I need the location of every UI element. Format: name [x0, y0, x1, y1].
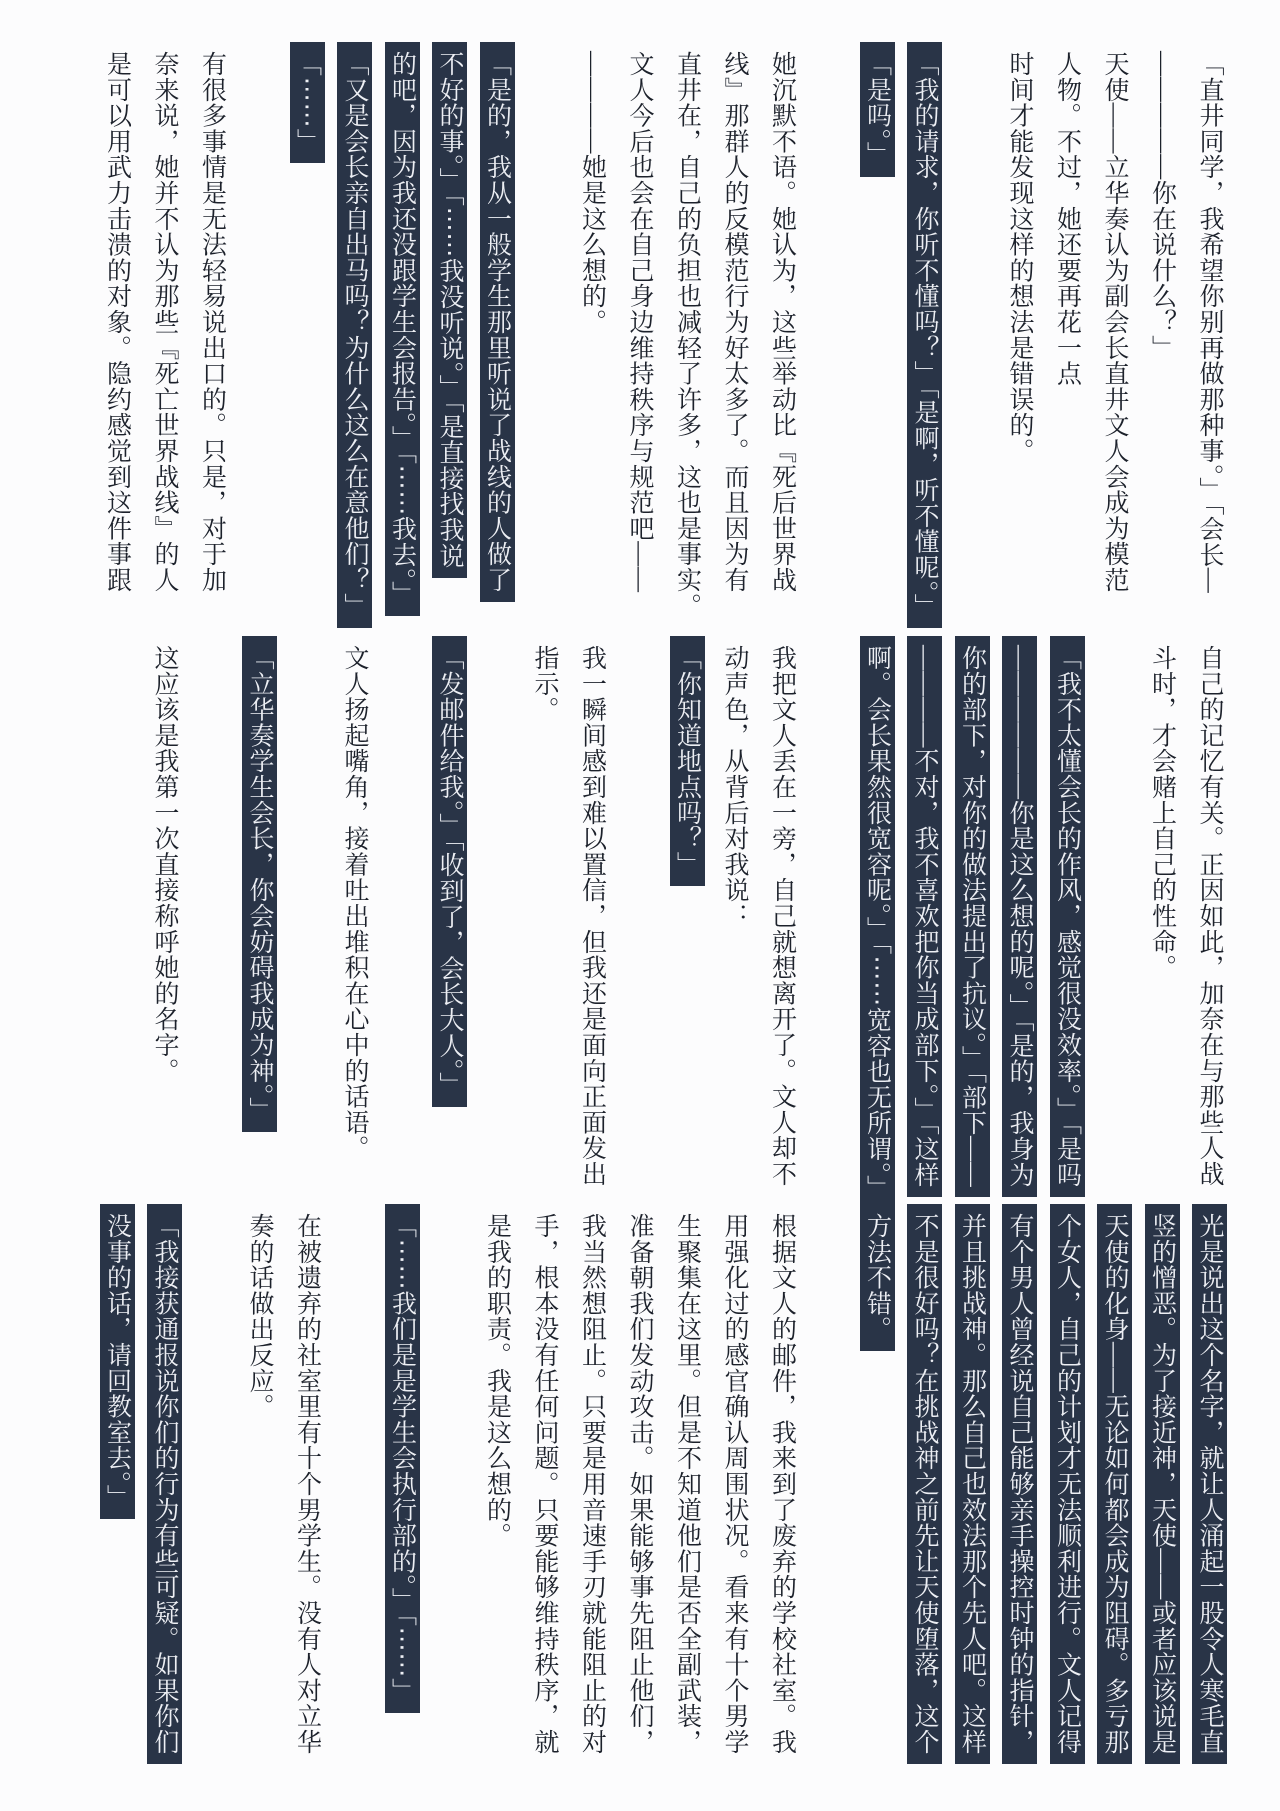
- highlighted-text-column: [473, 42, 521, 628]
- text-column: [521, 636, 569, 1210]
- column-text: 「立华奏学生会长，你会妨碍我成为神。」: [242, 636, 277, 1132]
- column-text: ————不对，我不喜欢把你当成部下。」「这样: [907, 636, 942, 1197]
- column-text: 斗时，才会赌上自己的性命。: [1148, 645, 1176, 981]
- column-text: 「又是会长亲自出马吗？为什么这么在意他们？」: [337, 42, 372, 628]
- column-text: 的吧，因为我还没跟学生会报告。」「⋯⋯我去。」: [385, 42, 420, 616]
- text-column: [141, 636, 189, 1210]
- text-column: [758, 636, 806, 1210]
- column-text: 没事的话，请回教室去。」: [100, 1204, 135, 1519]
- column-text: 时间才能发现这样的想法是错误的。: [1006, 51, 1033, 464]
- column-text: 「我接获通报说你们的行为有些可疑。如果你们: [147, 1204, 182, 1764]
- text-band-top: [93, 42, 1233, 628]
- column-text: 竖的憎恶。为了接近神，天使——或者应该说是: [1145, 1204, 1180, 1764]
- text-band-bottom: [93, 1204, 1233, 1764]
- column-text: 准备朝我们发动攻击。如果能够事先阻止他们，: [626, 1213, 653, 1755]
- blank-column: [806, 42, 854, 628]
- column-text: 我一瞬间感到难以置信，但我还是面向正面发出: [578, 645, 606, 1187]
- blank-column: [331, 1204, 379, 1764]
- column-text: 有个男人曾经说自己能够亲手操控时钟的指针，: [1002, 1204, 1037, 1764]
- blank-column: [473, 636, 521, 1210]
- highlighted-text-column: [426, 42, 474, 628]
- column-text: 生聚集在这里。但是不知道他们是否全副武装，: [673, 1213, 701, 1755]
- highlighted-text-column: [93, 1204, 141, 1764]
- column-text: 自己的记忆有关。正因如此，加奈在与那些人战: [1196, 645, 1223, 1187]
- highlighted-text-column: [378, 42, 426, 628]
- column-text: 指示。: [531, 645, 558, 723]
- column-text: 我把文人丢在一旁，自己就想离开了。文人却不: [768, 645, 796, 1187]
- blank-column: [806, 1204, 854, 1764]
- column-text: 奈来说，她并不认为那些『死亡世界战线』的人: [151, 51, 178, 593]
- highlighted-text-column: [996, 636, 1044, 1210]
- blank-column: [378, 636, 426, 1210]
- column-text: 「⋯⋯」: [290, 42, 325, 163]
- highlighted-text-column: [1043, 636, 1091, 1210]
- column-text: 光是说出这个名字，就让人涌起一股令人寒毛直: [1192, 1204, 1227, 1764]
- column-text: 用强化过的感官确认周围状况。看来有十个男学: [721, 1213, 748, 1755]
- highlighted-text-column: [853, 1204, 901, 1764]
- column-text: 这应该是我第一次直接称呼她的名字。: [151, 645, 178, 1084]
- text-column: [758, 1204, 806, 1764]
- text-column: [521, 1204, 569, 1764]
- column-text: ————她是这么想的。: [578, 51, 606, 335]
- highlighted-text-column: [1138, 1204, 1186, 1764]
- text-column: [996, 42, 1044, 628]
- highlighted-text-column: [236, 636, 284, 1210]
- column-text: 「我的请求，你听不懂吗？」「是啊，听不懂呢。」: [907, 42, 942, 628]
- blank-column: [236, 42, 284, 628]
- blank-column: [616, 636, 664, 1210]
- column-text: 天使的化身——无论如何都会成为阻碍。多亏那: [1097, 1204, 1132, 1764]
- highlighted-text-column: [1091, 1204, 1139, 1764]
- highlighted-text-column: [948, 1204, 996, 1764]
- text-column: [236, 1204, 284, 1764]
- column-text: 她沉默不语。她认为，这些举动比『死后世界战: [768, 51, 796, 593]
- column-text: 你的部下，对你的做法提出了抗议。」「部下——: [955, 636, 990, 1197]
- highlighted-text-column: [996, 1204, 1044, 1764]
- highlighted-text-column: [853, 636, 901, 1210]
- blank-column: [188, 636, 236, 1210]
- blank-column: [426, 1204, 474, 1764]
- column-text: 不好的事。」「⋯⋯我没听说。」「是直接找我说: [432, 42, 467, 578]
- highlighted-text-column: [663, 636, 711, 1210]
- column-text: 「我不太懂会长的作风，感觉很没效率。」「是吗: [1050, 636, 1085, 1197]
- column-text: 「你知道地点吗？」: [670, 636, 705, 886]
- text-column: [1138, 42, 1186, 628]
- text-column: [711, 636, 759, 1210]
- blank-column: [948, 42, 996, 628]
- column-text: 「是吗。」: [860, 42, 895, 177]
- text-column: [1186, 636, 1234, 1210]
- column-text: 啊。会长果然很宽容呢。」「⋯⋯宽容也无所谓。」: [860, 636, 895, 1210]
- highlighted-text-column: [948, 636, 996, 1210]
- text-column: [568, 42, 616, 628]
- text-column: [473, 1204, 521, 1764]
- highlighted-text-column: [141, 1204, 189, 1764]
- text-column: [663, 1204, 711, 1764]
- column-text: 「⋯⋯我们是是学生会执行部的。」「⋯⋯」: [385, 1204, 420, 1713]
- highlighted-text-column: [283, 42, 331, 628]
- text-column: [711, 1204, 759, 1764]
- column-text: —————你在说什么？」: [1148, 51, 1176, 361]
- column-text: 文人今后也会在自己身边维持秩序与规范吧——: [626, 51, 653, 593]
- blank-column: [188, 1204, 236, 1764]
- text-column: [568, 1204, 616, 1764]
- text-column: [758, 42, 806, 628]
- column-text: 文人扬起嘴角，接着吐出堆积在心中的话语。: [341, 645, 368, 1161]
- column-text: 个女人，自己的计划才无法顺利进行。文人记得: [1050, 1204, 1085, 1764]
- text-column: [141, 42, 189, 628]
- highlighted-text-column: [901, 42, 949, 628]
- text-column: [568, 636, 616, 1210]
- text-column: [331, 636, 379, 1210]
- column-text: 人物。不过，她还要再花一点: [1053, 51, 1081, 387]
- column-text: 天使——立华奏认为副会长直井文人会成为模范: [1101, 51, 1128, 593]
- column-text: 并且挑战神。那么自己也效法那个先人吧。这样: [955, 1204, 990, 1764]
- highlighted-text-column: [331, 42, 379, 628]
- highlighted-text-column: [1043, 1204, 1091, 1764]
- blank-column: [283, 636, 331, 1210]
- column-text: 在被遗弃的社室里有十个男学生。没有人对立华: [293, 1213, 321, 1755]
- blank-column: [521, 42, 569, 628]
- column-text: ——————你是这么想的呢。」「是的，我身为: [1002, 636, 1037, 1197]
- text-column: [616, 1204, 664, 1764]
- text-column: [1091, 42, 1139, 628]
- text-column: [1043, 42, 1091, 628]
- column-text: 是可以用武力击溃的对象。隐约感觉到这件事跟: [103, 51, 131, 593]
- column-text: 「发邮件给我。」「收到了，会长大人。」: [432, 636, 467, 1107]
- column-text: 线』那群人的反模范行为好太多了。而且因为有: [721, 51, 748, 593]
- highlighted-text-column: [1186, 1204, 1234, 1764]
- column-text: 「直井同学，我希望你别再做那种事。」「会长—: [1196, 51, 1223, 594]
- highlighted-text-column: [853, 42, 901, 628]
- text-column: [711, 42, 759, 628]
- column-text: 根据文人的邮件，我来到了废弃的学校社室。我: [768, 1213, 796, 1755]
- text-column: [663, 42, 711, 628]
- column-text: 直井在，自己的负担也减轻了许多，这也是事实。: [673, 51, 701, 619]
- highlighted-text-column: [426, 636, 474, 1210]
- text-column: [93, 42, 141, 628]
- highlighted-text-column: [901, 1204, 949, 1764]
- column-text: 方法不错。: [860, 1204, 895, 1351]
- column-text: 我当然想阻止。只要是用音速手刃就能阻止的对: [578, 1213, 606, 1755]
- column-text: 是我的职责。我是这么想的。: [483, 1213, 511, 1549]
- text-column: [283, 1204, 331, 1764]
- text-column: [188, 42, 236, 628]
- text-column: [1186, 42, 1234, 628]
- column-text: 不是很好吗？在挑战神之前先让天使堕落，这个: [907, 1204, 942, 1764]
- text-column: [1138, 636, 1186, 1210]
- blank-column: [1091, 636, 1139, 1210]
- text-band-middle: [141, 636, 1234, 1210]
- blank-column: [806, 636, 854, 1210]
- highlighted-text-column: [901, 636, 949, 1210]
- column-text: 「是的，我从一般学生那里听说了战线的人做了: [480, 42, 515, 602]
- highlighted-text-column: [378, 1204, 426, 1764]
- column-text: 奏的话做出反应。: [246, 1213, 273, 1420]
- column-text: 手，根本没有任何问题。只要能够维持秩序，就: [531, 1213, 558, 1755]
- column-text: 动声色，从背后对我说：: [721, 645, 748, 929]
- text-column: [616, 42, 664, 628]
- column-text: 有很多事情是无法轻易说出口的。只是，对于加: [198, 51, 226, 593]
